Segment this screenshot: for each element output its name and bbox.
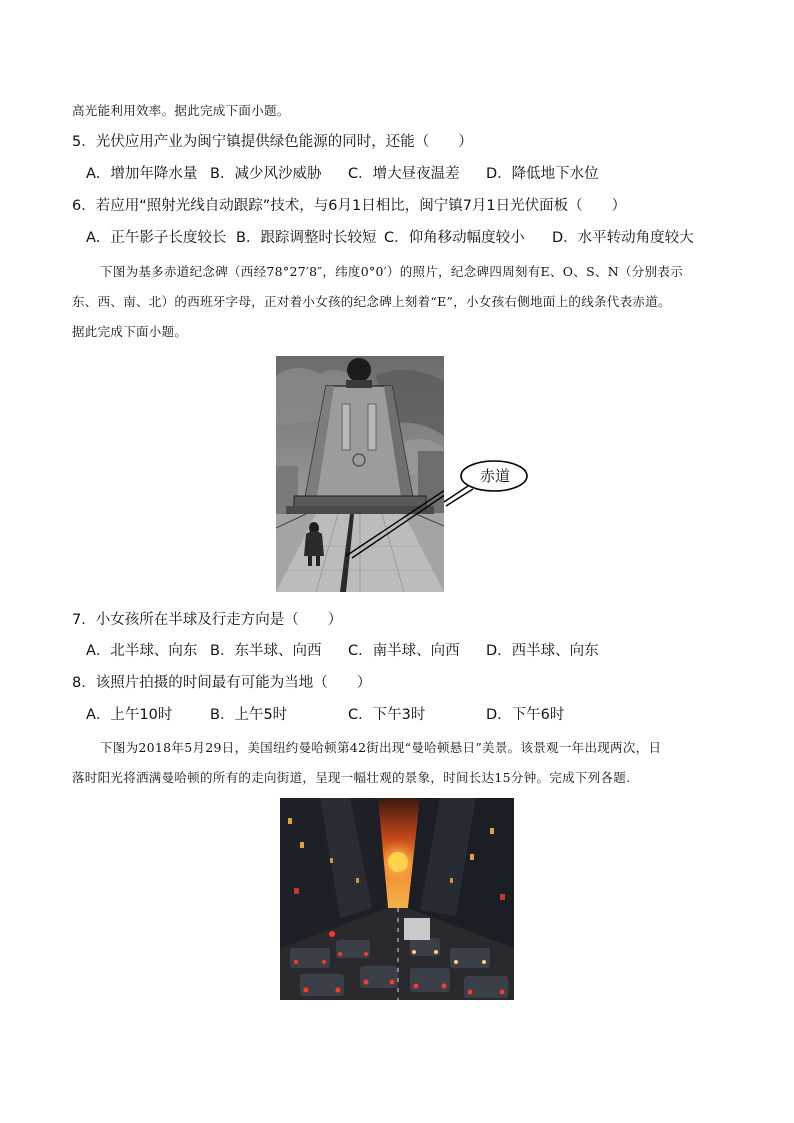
equator-callout-label: 赤道 — [480, 467, 511, 485]
question-6-option-a[interactable]: A．正午影子长度较长 — [86, 230, 227, 246]
intro-1-line-2: 东、西、南、北）的西班牙字母，正对着小女孩的纪念碑上刻着“E”，小女孩右侧地面上的线条代表赤道。 — [72, 294, 671, 309]
question-7-option-a[interactable]: A．北半球、向东 — [86, 643, 198, 659]
intro-2-line-2: 落时阳光将洒满曼哈顿的所有的走向街道，呈现一幅壮观的景象，时间长达15分钟。完成下列各题. — [72, 770, 631, 785]
question-6-option-c[interactable]: C．仰角移动幅度较小 — [384, 230, 525, 246]
intro-1-line-1: 下图为基多赤道纪念碑（西经78°27′8″，纬度0°0′）的照片，纪念碑四周刻有E、O、S、N（分别表示 — [100, 264, 683, 279]
question-8-option-a[interactable]: A．上午10时 — [86, 707, 173, 723]
question-7-stem: 7．小女孩所在半球及行走方向是（ ） — [72, 612, 343, 628]
question-8-options — [86, 705, 726, 725]
manhattanhenge-illustration — [280, 798, 514, 1000]
question-8-option-b[interactable]: B．上午5时 — [210, 707, 288, 723]
question-5-stem: 5．光伏应用产业为闽宁镇提供绿色能源的同时，还能（ ） — [72, 134, 473, 150]
question-8-option-d[interactable]: D．下午6时 — [486, 707, 565, 723]
question-6-options — [86, 228, 726, 248]
question-8-stem: 8．该照片拍摄的时间最有可能为当地（ ） — [72, 675, 372, 691]
question-7-option-c[interactable]: C．南半球、向西 — [348, 643, 460, 659]
equator-monument-photo — [276, 356, 444, 592]
question-7-option-d[interactable]: D．西半球、向东 — [486, 643, 599, 659]
question-5-option-b[interactable]: B．减少风沙威胁 — [210, 166, 322, 182]
manhattanhenge-photo — [280, 798, 514, 1000]
question-8-option-c[interactable]: C．下午3时 — [348, 707, 426, 723]
question-6-option-d[interactable]: D．水平转动角度较大 — [552, 230, 694, 246]
question-6-option-b[interactable]: B．跟踪调整时长较短 — [236, 230, 377, 246]
intro-continuation: 高光能利用效率。据此完成下面小题。 — [72, 103, 290, 118]
question-7-options — [86, 641, 726, 661]
intro-1-line-3: 据此完成下面小题。 — [72, 324, 188, 339]
monument-illustration — [276, 356, 444, 592]
question-5-options — [86, 164, 726, 184]
question-5-option-c[interactable]: C．增大昼夜温差 — [348, 166, 460, 182]
question-5-option-d[interactable]: D．降低地下水位 — [486, 166, 599, 182]
question-5-option-a[interactable]: A．增加年降水量 — [86, 166, 198, 182]
intro-2-line-1: 下图为2018年5月29日，美国纽约曼哈顿第42街出现“曼哈顿悬日”美景。该景观一年出现两次，日 — [100, 740, 662, 755]
question-7-option-b[interactable]: B．东半球、向西 — [210, 643, 322, 659]
question-6-stem: 6．若应用“照射光线自动跟踪”技术，与6月1日相比，闽宁镇7月1日光伏面板（ ） — [72, 198, 627, 214]
